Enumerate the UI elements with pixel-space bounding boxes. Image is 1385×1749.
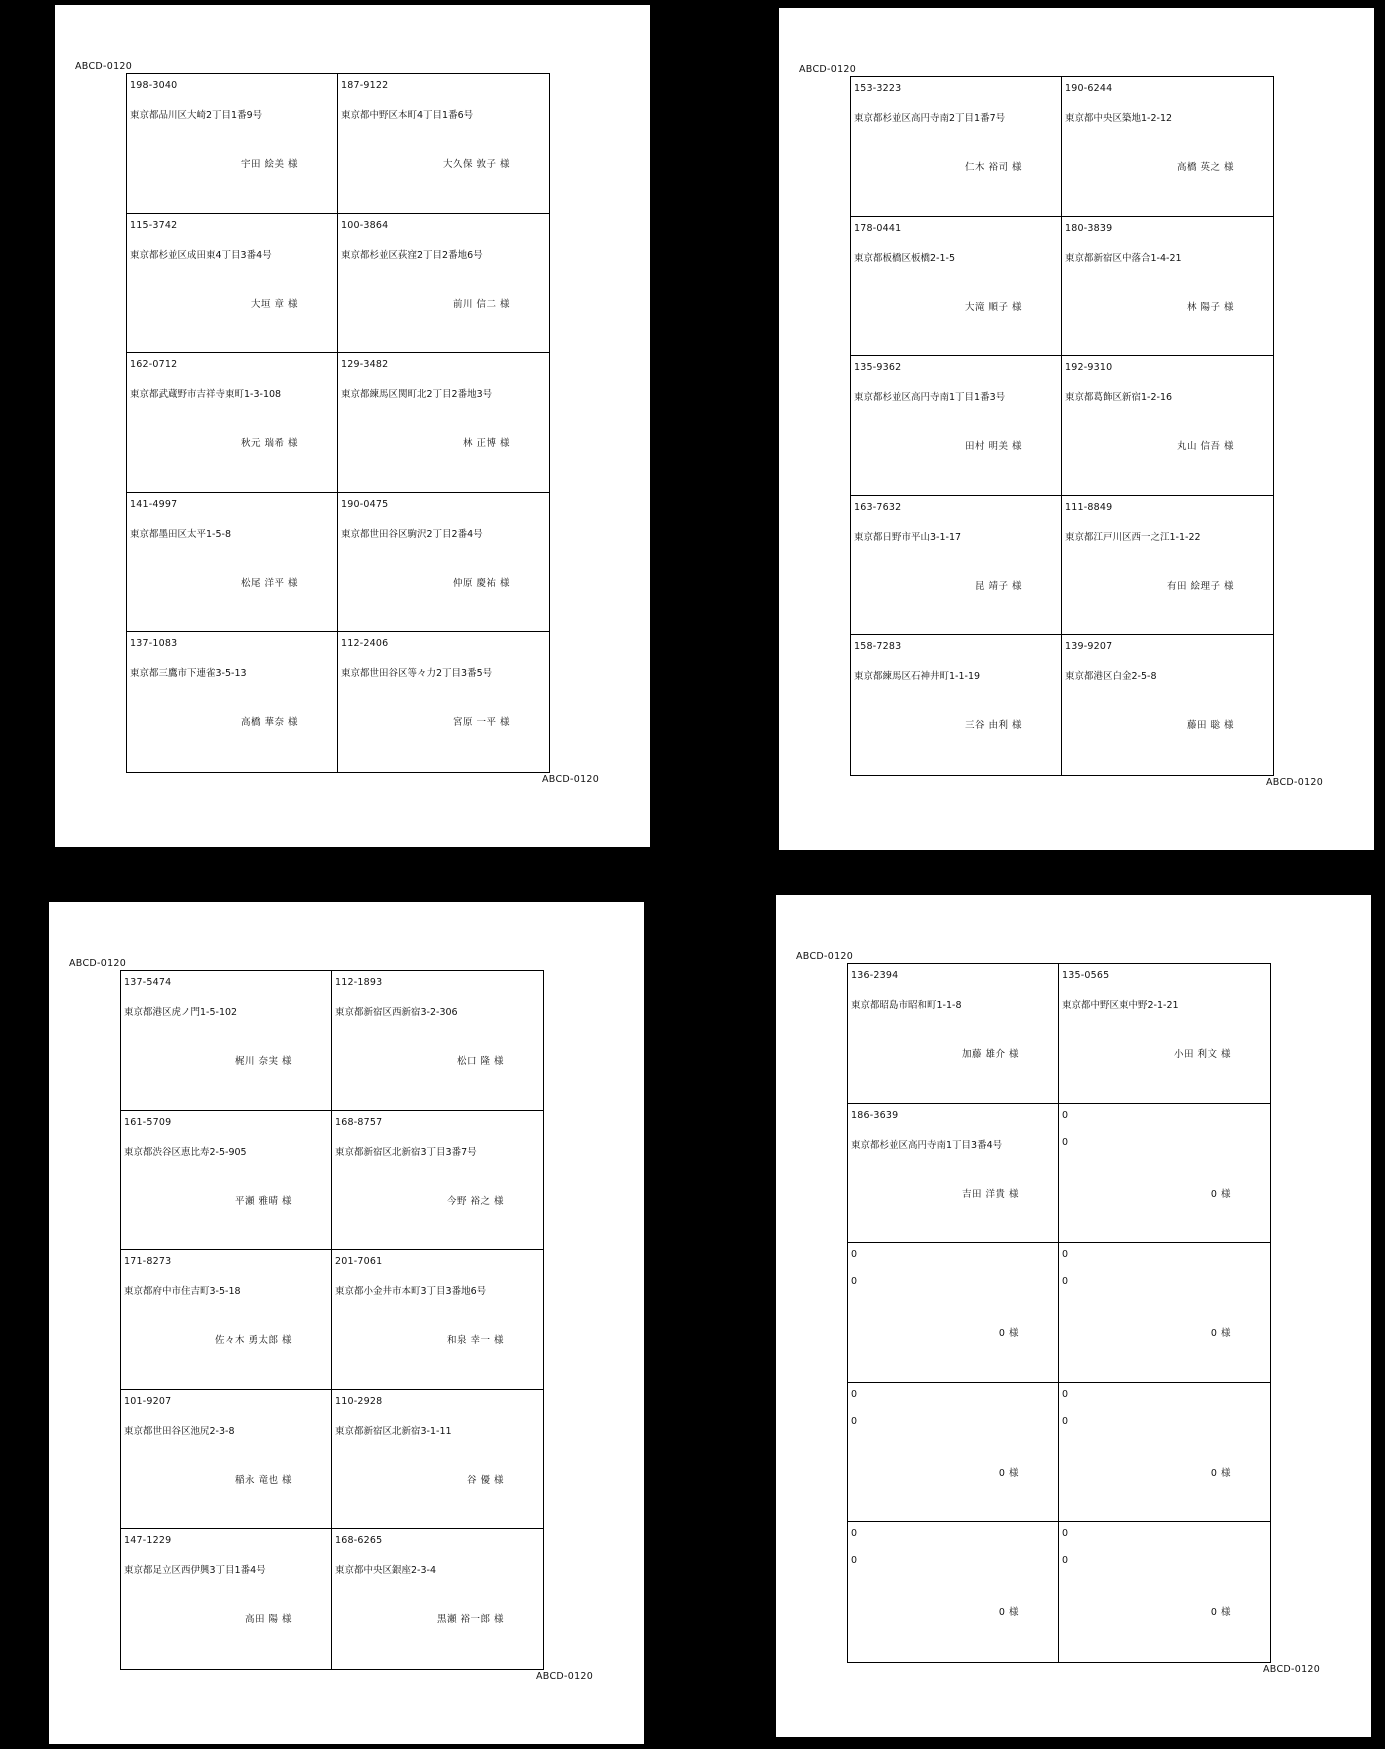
sheet-code-top: ABCD-0120 bbox=[799, 64, 857, 75]
address-line: 東京都練馬区石神井町1-1-19 bbox=[854, 671, 981, 683]
address-line: 0 bbox=[851, 1555, 858, 1567]
address-line: 東京都杉並区高円寺南1丁目1番3号 bbox=[854, 392, 1006, 404]
recipient-name: 高田 陽 様 bbox=[244, 1614, 292, 1626]
postal-code: 112-1893 bbox=[335, 977, 383, 988]
address-label bbox=[851, 635, 1062, 775]
recipient-name: 林 正博 様 bbox=[462, 438, 510, 450]
recipient-name: 佐々木 勇太郎 様 bbox=[214, 1335, 292, 1347]
address-label bbox=[127, 74, 338, 214]
recipient-name: 梶川 奈実 様 bbox=[234, 1056, 292, 1067]
postal-code: 147-1229 bbox=[124, 1535, 172, 1547]
postal-code: 0 bbox=[851, 1249, 858, 1261]
address-line: 東京都葛飾区新宿1-2-16 bbox=[1065, 392, 1173, 404]
postal-code: 110-2928 bbox=[335, 1395, 383, 1407]
address-line: 東京都府中市住吉町3-5-18 bbox=[124, 1286, 241, 1298]
address-label bbox=[121, 1390, 332, 1530]
address-line: 東京都新宿区北新宿3丁目3番7号 bbox=[335, 1146, 477, 1158]
postal-code: 136-2394 bbox=[851, 970, 899, 981]
address-label bbox=[332, 1250, 543, 1390]
address-line: 東京都杉並区荻窪2丁目2番地6号 bbox=[341, 249, 483, 261]
address-line: 東京都世田谷区駒沢2丁目2番4号 bbox=[341, 528, 483, 540]
address-label bbox=[338, 493, 549, 633]
address-label bbox=[848, 1383, 1059, 1523]
address-label bbox=[127, 353, 338, 493]
postal-code: 111-8849 bbox=[1065, 501, 1113, 513]
postal-code: 112-2406 bbox=[341, 638, 389, 650]
recipient-name: 田村 明美 様 bbox=[964, 441, 1022, 453]
recipient-name: 仁木 裕司 様 bbox=[964, 162, 1022, 173]
address-label bbox=[848, 1522, 1059, 1662]
address-line: 東京都世田谷区等々力2丁目3番5号 bbox=[341, 668, 493, 680]
postal-code: 186-3639 bbox=[851, 1109, 899, 1121]
postal-code: 0 bbox=[1062, 1528, 1069, 1540]
address-line: 東京都品川区大崎2丁目1番9号 bbox=[130, 110, 263, 121]
address-label bbox=[1059, 1243, 1270, 1383]
address-label bbox=[848, 1243, 1059, 1383]
postal-code: 168-8757 bbox=[335, 1116, 383, 1128]
postal-code: 190-6244 bbox=[1065, 83, 1113, 94]
recipient-name: 0 様 bbox=[1210, 1188, 1231, 1200]
recipient-name: 稲永 竜也 様 bbox=[234, 1474, 292, 1486]
address-line: 東京都世田谷区池尻2-3-8 bbox=[124, 1425, 235, 1437]
recipient-name: 0 様 bbox=[1210, 1328, 1231, 1340]
recipient-name: 大久保 敦子 様 bbox=[442, 159, 510, 170]
recipient-name: 平瀬 雅晴 様 bbox=[234, 1195, 292, 1207]
postal-code: 163-7632 bbox=[854, 501, 902, 513]
address-label bbox=[851, 356, 1062, 496]
postal-code: 135-0565 bbox=[1062, 970, 1110, 981]
address-label bbox=[1059, 1383, 1270, 1523]
recipient-name: 昆 靖子 様 bbox=[974, 580, 1022, 592]
recipient-name: 0 様 bbox=[1210, 1607, 1231, 1619]
address-label bbox=[851, 217, 1062, 357]
postal-code: 190-0475 bbox=[341, 498, 389, 510]
address-label bbox=[121, 1529, 332, 1669]
address-line: 東京都三鷹市下連雀3-5-13 bbox=[130, 668, 247, 680]
address-label bbox=[332, 1529, 543, 1669]
address-line: 東京都杉並区高円寺南1丁目3番4号 bbox=[851, 1139, 1003, 1151]
label-sheet-page-2 bbox=[779, 8, 1374, 850]
address-line: 東京都渋谷区恵比寿2-5-905 bbox=[124, 1146, 247, 1158]
address-label bbox=[121, 971, 332, 1111]
address-label bbox=[1062, 635, 1273, 775]
recipient-name: 和泉 幸一 様 bbox=[446, 1335, 504, 1347]
address-line: 東京都新宿区西新宿3-2-306 bbox=[335, 1007, 458, 1018]
recipient-name: 前川 信二 様 bbox=[452, 298, 510, 310]
address-label bbox=[338, 74, 549, 214]
sheet-code-bottom: ABCD-0120 bbox=[536, 1671, 594, 1682]
postal-code: 161-5709 bbox=[124, 1116, 172, 1128]
postal-code: 168-6265 bbox=[335, 1535, 383, 1547]
address-line: 東京都杉並区高円寺南2丁目1番7号 bbox=[854, 113, 1006, 124]
address-line: 東京都小金井市本町3丁目3番地6号 bbox=[335, 1286, 487, 1298]
address-label bbox=[1059, 1522, 1270, 1662]
address-line: 東京都練馬区関町北2丁目2番地3号 bbox=[341, 389, 493, 401]
postal-code: 162-0712 bbox=[130, 359, 178, 371]
address-line: 0 bbox=[851, 1415, 858, 1427]
label-sheet-page-1 bbox=[55, 5, 650, 847]
label-grid bbox=[126, 73, 550, 773]
postal-code: 0 bbox=[1062, 1249, 1069, 1261]
recipient-name: 藤田 聡 様 bbox=[1186, 720, 1234, 732]
postal-code: 201-7061 bbox=[335, 1256, 383, 1268]
recipient-name: 松尾 洋平 様 bbox=[240, 577, 298, 589]
address-label bbox=[121, 1250, 332, 1390]
sheet-code-bottom: ABCD-0120 bbox=[542, 774, 600, 785]
address-line: 東京都中野区本町4丁目1番6号 bbox=[341, 110, 474, 121]
address-line: 東京都日野市平山3-1-17 bbox=[854, 531, 962, 543]
recipient-name: 高橋 華奈 様 bbox=[240, 717, 298, 729]
postal-code: 137-1083 bbox=[130, 638, 178, 650]
address-label bbox=[848, 964, 1059, 1104]
postal-code: 158-7283 bbox=[854, 641, 902, 653]
postal-code: 171-8273 bbox=[124, 1256, 172, 1268]
recipient-name: 宇田 絵美 様 bbox=[240, 159, 298, 170]
recipient-name: 今野 裕之 様 bbox=[446, 1195, 504, 1207]
recipient-name: 黒瀬 裕一郎 様 bbox=[436, 1614, 504, 1626]
address-label bbox=[1062, 356, 1273, 496]
recipient-name: 谷 優 様 bbox=[466, 1474, 504, 1486]
recipient-name: 有田 絵理子 様 bbox=[1166, 580, 1234, 592]
postal-code: 192-9310 bbox=[1065, 362, 1113, 374]
address-line: 東京都墨田区太平1-5-8 bbox=[130, 528, 231, 540]
postal-code: 115-3742 bbox=[130, 219, 178, 231]
address-line: 東京都中央区銀座2-3-4 bbox=[335, 1565, 436, 1577]
recipient-name: 丸山 信吾 様 bbox=[1176, 441, 1234, 453]
sheet-code-bottom: ABCD-0120 bbox=[1266, 777, 1324, 788]
address-line: 東京都杉並区成田東4丁目3番4号 bbox=[130, 249, 272, 261]
recipient-name: 宮原 一平 様 bbox=[452, 717, 510, 729]
address-label bbox=[332, 1390, 543, 1530]
address-label bbox=[1059, 964, 1270, 1104]
recipient-name: 0 様 bbox=[1210, 1467, 1231, 1479]
address-line: 東京都中野区東中野2-1-21 bbox=[1062, 1000, 1179, 1011]
recipient-name: 0 様 bbox=[998, 1607, 1019, 1619]
address-line: 東京都港区虎ノ門1-5-102 bbox=[124, 1007, 238, 1018]
postal-code: 180-3839 bbox=[1065, 222, 1113, 234]
address-label bbox=[1062, 77, 1273, 217]
address-label bbox=[1059, 1104, 1270, 1244]
address-line: 東京都新宿区北新宿3-1-11 bbox=[335, 1425, 452, 1437]
address-label bbox=[127, 632, 338, 772]
address-line: 0 bbox=[1062, 1276, 1069, 1288]
postal-code: 187-9122 bbox=[341, 80, 389, 91]
recipient-name: 大垣 章 様 bbox=[250, 298, 298, 310]
postal-code: 129-3482 bbox=[341, 359, 389, 371]
label-grid bbox=[850, 76, 1274, 776]
postal-code: 101-9207 bbox=[124, 1395, 172, 1407]
recipient-name: 仲原 慶祐 様 bbox=[452, 577, 510, 589]
recipient-name: 0 様 bbox=[998, 1328, 1019, 1340]
recipient-name: 加藤 雄介 様 bbox=[961, 1049, 1019, 1060]
postal-code: 141-4997 bbox=[130, 498, 178, 510]
sheet-code-top: ABCD-0120 bbox=[69, 958, 127, 969]
postal-code: 135-9362 bbox=[854, 362, 902, 374]
recipient-name: 松口 隆 様 bbox=[456, 1056, 504, 1067]
postal-code: 100-3864 bbox=[341, 219, 389, 231]
address-line: 東京都港区白金2-5-8 bbox=[1065, 671, 1157, 683]
address-line: 東京都武蔵野市吉祥寺東町1-3-108 bbox=[130, 389, 282, 401]
address-line: 東京都足立区西伊興3丁目1番4号 bbox=[124, 1565, 266, 1577]
address-label bbox=[338, 214, 549, 354]
postal-code: 178-0441 bbox=[854, 222, 902, 234]
address-line: 東京都江戸川区西一之江1-1-22 bbox=[1065, 531, 1201, 543]
address-label bbox=[121, 1111, 332, 1251]
label-grid bbox=[847, 963, 1271, 1663]
address-line: 東京都中央区築地1-2-12 bbox=[1065, 113, 1173, 124]
postal-code: 0 bbox=[851, 1528, 858, 1540]
sheet-code-top: ABCD-0120 bbox=[75, 61, 133, 72]
postal-code: 0 bbox=[1062, 1388, 1069, 1400]
recipient-name: 小田 利文 様 bbox=[1173, 1049, 1231, 1060]
recipient-name: 秋元 瑞希 様 bbox=[240, 438, 298, 450]
address-label bbox=[1062, 496, 1273, 636]
label-sheet-page-4 bbox=[776, 895, 1371, 1737]
address-line: 0 bbox=[1062, 1555, 1069, 1567]
recipient-name: 三谷 由利 様 bbox=[964, 720, 1022, 732]
recipient-name: 林 陽子 様 bbox=[1186, 301, 1234, 313]
recipient-name: 大滝 順子 様 bbox=[964, 301, 1022, 313]
address-label bbox=[851, 77, 1062, 217]
address-line: 東京都新宿区中落合1-4-21 bbox=[1065, 252, 1182, 264]
address-label bbox=[127, 214, 338, 354]
sheet-code-bottom: ABCD-0120 bbox=[1263, 1664, 1321, 1675]
address-label bbox=[338, 632, 549, 772]
address-label bbox=[332, 971, 543, 1111]
address-label bbox=[851, 496, 1062, 636]
address-line: 東京都昭島市昭和町1-1-8 bbox=[851, 1000, 962, 1011]
postal-code: 139-9207 bbox=[1065, 641, 1113, 653]
sheet-code-top: ABCD-0120 bbox=[796, 951, 854, 962]
recipient-name: 吉田 洋貴 様 bbox=[961, 1188, 1019, 1200]
address-line: 東京都板橋区板橋2-1-5 bbox=[854, 252, 955, 264]
address-label bbox=[848, 1104, 1059, 1244]
recipient-name: 0 様 bbox=[998, 1467, 1019, 1479]
postal-code: 0 bbox=[1062, 1109, 1069, 1121]
address-line: 0 bbox=[1062, 1415, 1069, 1427]
address-label bbox=[332, 1111, 543, 1251]
address-line: 0 bbox=[1062, 1136, 1069, 1148]
label-sheet-page-3 bbox=[49, 902, 644, 1744]
postal-code: 153-3223 bbox=[854, 83, 902, 94]
postal-code: 0 bbox=[851, 1388, 858, 1400]
address-label bbox=[338, 353, 549, 493]
address-label bbox=[127, 493, 338, 633]
address-line: 0 bbox=[851, 1276, 858, 1288]
recipient-name: 高橋 英之 様 bbox=[1176, 162, 1234, 173]
postal-code: 198-3040 bbox=[130, 80, 178, 91]
label-grid bbox=[120, 970, 544, 1670]
address-label bbox=[1062, 217, 1273, 357]
postal-code: 137-5474 bbox=[124, 977, 172, 988]
